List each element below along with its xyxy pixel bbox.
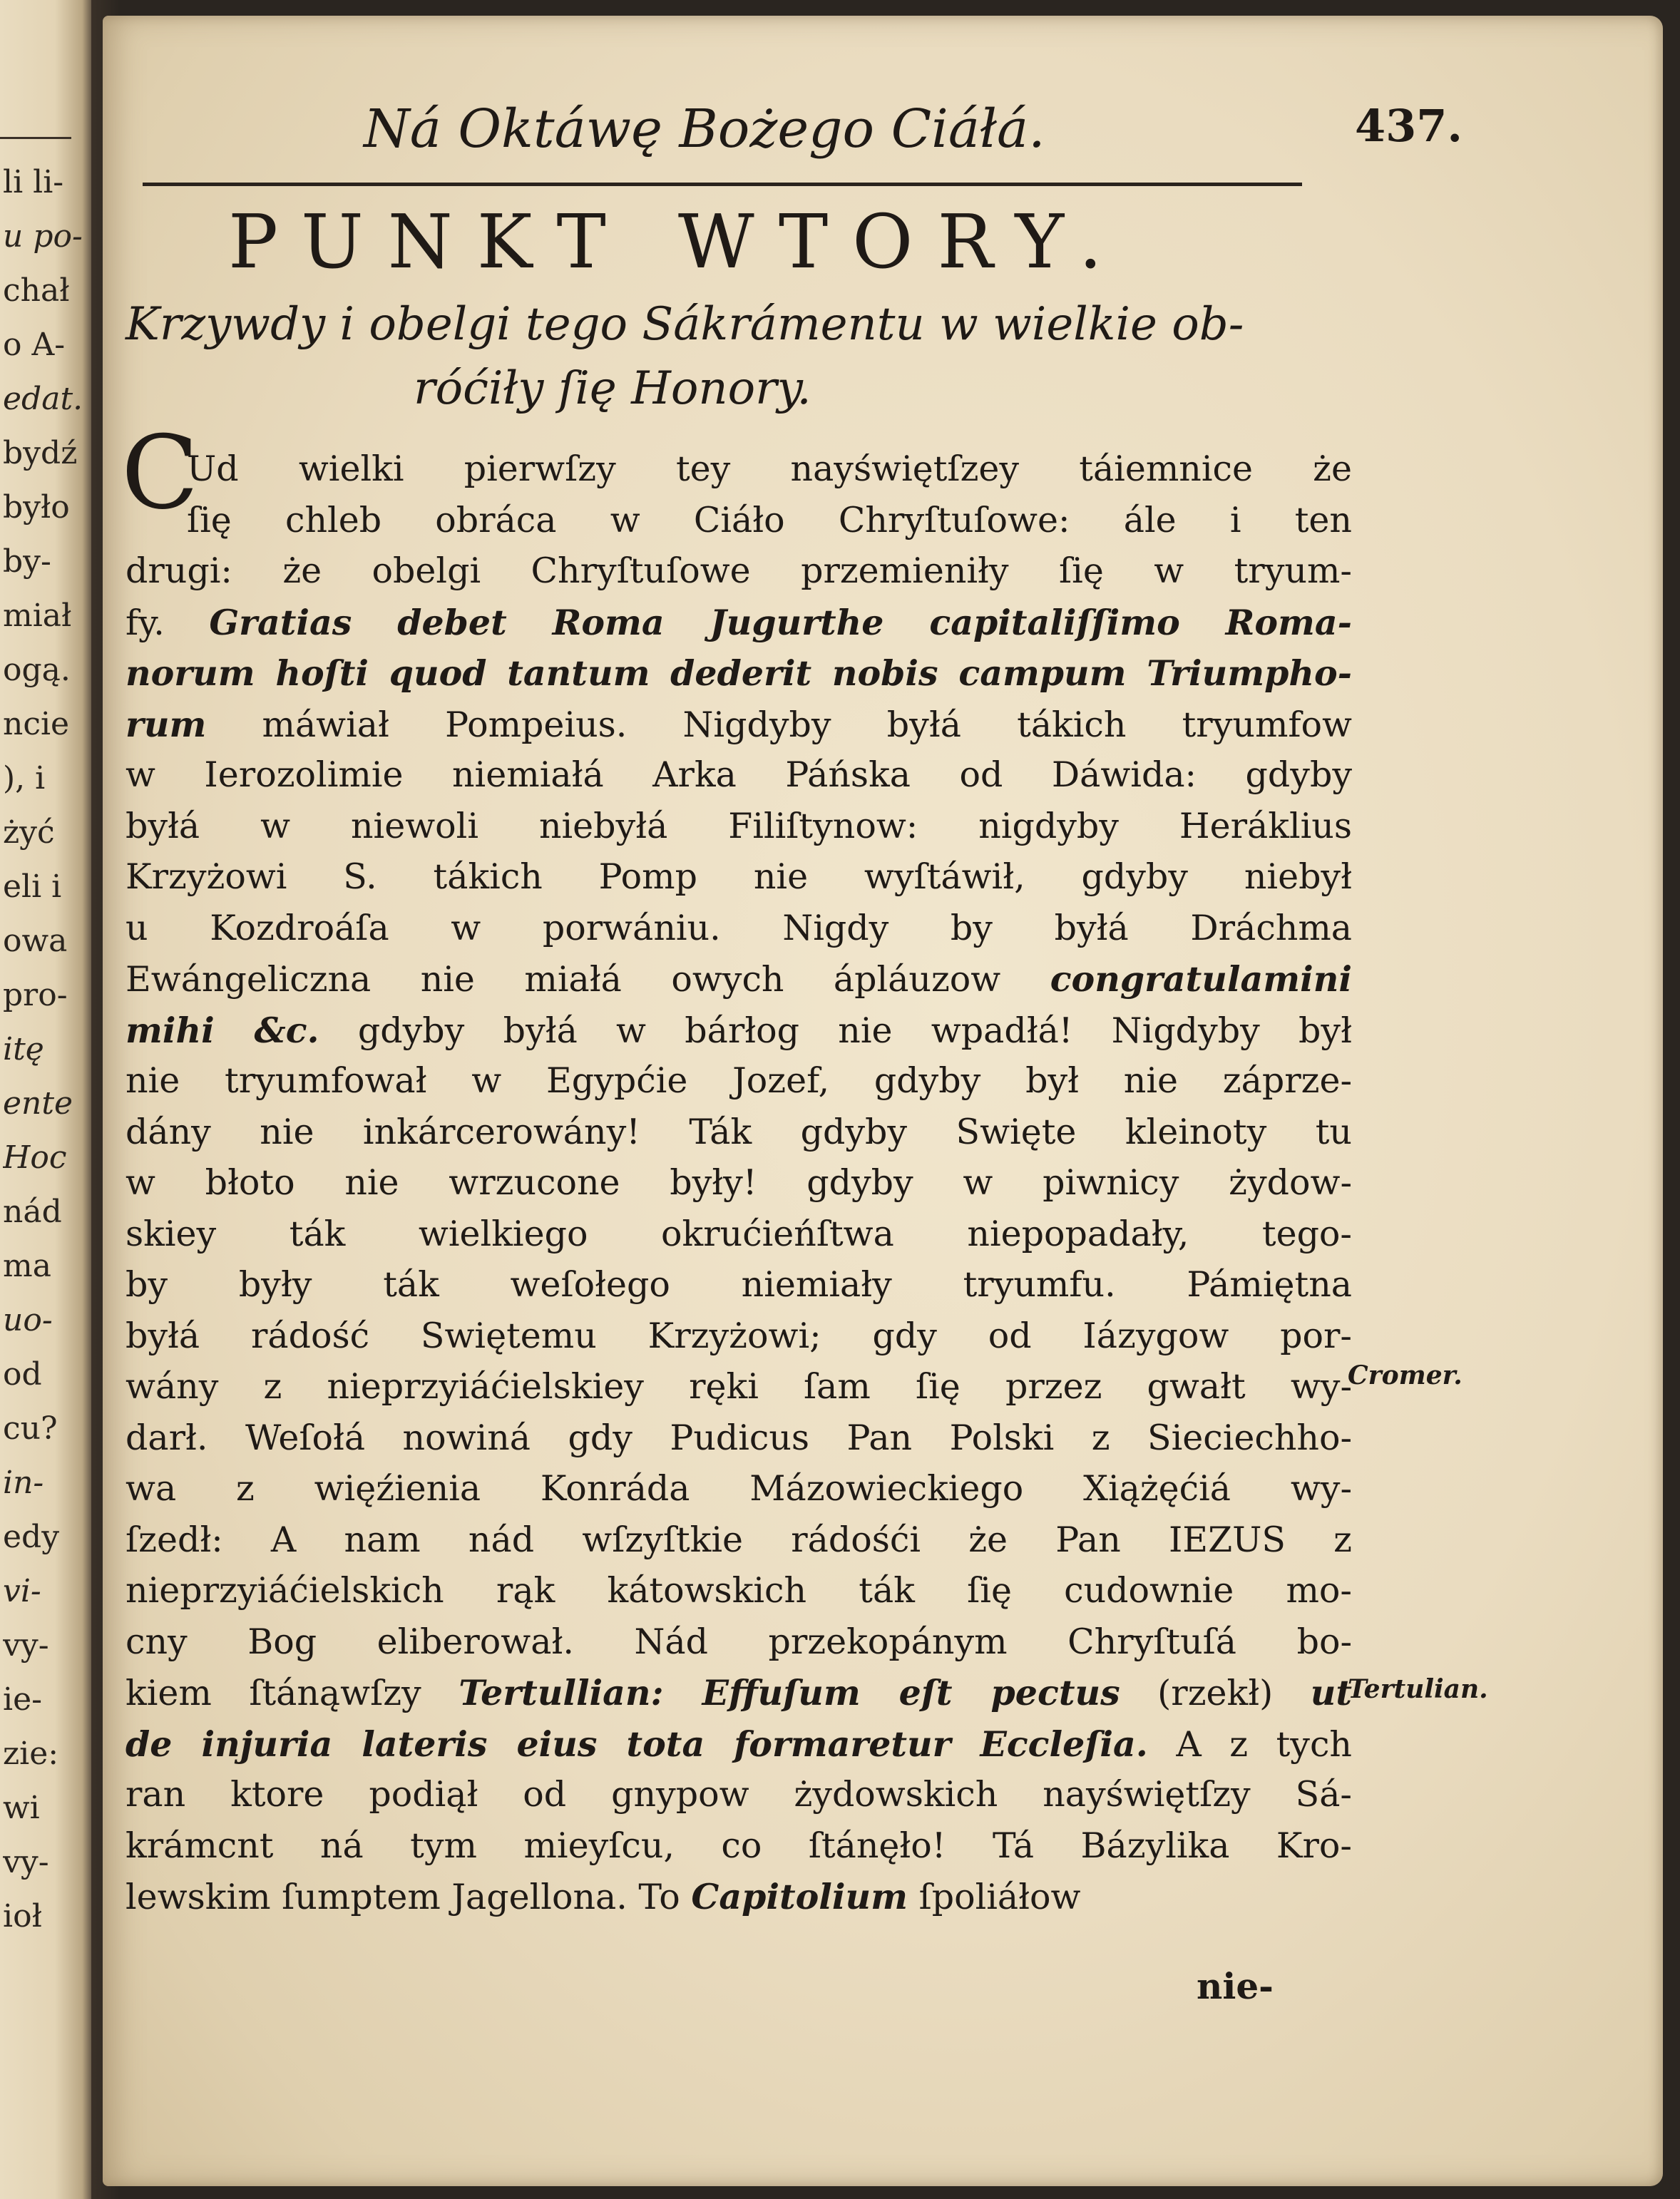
facing-page-line: edat. [3, 381, 83, 417]
body-text-run: by były ták weſołego niemiały tryumfu. Pámiętna [126, 1264, 1352, 1305]
facing-page-line: vi- [3, 1573, 41, 1609]
latin-quote: Capitolium [691, 1876, 908, 1917]
body-text-run: dány nie inkárcerowány! Ták gdyby Swięte kleinoty tu [126, 1112, 1352, 1152]
body-text-run: krámcnt ná tym mieyſcu, co ſtánęło! Tá Bázylika Kro- [126, 1825, 1352, 1866]
body-text-run: kiem ſtánąwſzy [126, 1673, 459, 1713]
body-line [126, 597, 1352, 648]
facing-page-line: vy- [3, 1844, 49, 1880]
body-line [126, 1820, 1352, 1872]
facing-page-line: by- [3, 543, 51, 580]
facing-page-line: ente [3, 1085, 73, 1122]
body-text-run: darł. Weſołá nowiná gdy Pudicus Pan Polski z Sieciechho- [126, 1418, 1352, 1458]
facing-page-line: ma [3, 1248, 51, 1284]
body-text-run: skiey ták wielkiego okrućieńſtwa niepopadały, tego- [126, 1214, 1352, 1254]
body-line [126, 953, 1352, 1005]
facing-page-line: eli i [3, 868, 62, 905]
facing-page-line: itę [3, 1031, 44, 1067]
body-line [126, 749, 1352, 801]
body-line [126, 1107, 1352, 1158]
body-text-run: ſzedł: A nam nád wſzyſtkie rádośći że Pan IEZUS z [126, 1519, 1352, 1560]
facing-page-line: Hoc [3, 1139, 67, 1176]
latin-quote: congratulamini [1050, 958, 1352, 1000]
facing-page-line: bydź [3, 435, 78, 471]
body-text-run: byłá w niewoli niebyłá Filiſtynow: nigdyby Heráklius [126, 806, 1352, 846]
body-line [126, 1667, 1352, 1718]
body-line [126, 851, 1352, 903]
facing-page-line: vy- [3, 1627, 49, 1664]
body-text-run: wány z nieprzyiáćielskiey ręki ſam ſię przez gwałt wy- [126, 1366, 1352, 1407]
latin-quote: de injuria lateris eius tota formaretur Eccleſia. [126, 1723, 1148, 1765]
latin-quote: Gratias debet Roma Jugurthe capitaliſſimo Roma- [209, 602, 1352, 643]
facing-page-line: ioł [3, 1898, 42, 1934]
body-text-run: wa z więźienia Konráda Mázowieckiego Xiążęćiá wy- [126, 1468, 1352, 1509]
body-text-run: Ewángeliczna nie miałá owych ápláuzow [126, 959, 1050, 1000]
body-line [126, 1209, 1352, 1260]
facing-page-line: o A- [3, 327, 66, 363]
body-line [126, 1718, 1352, 1770]
body-line [126, 1413, 1352, 1464]
body-text-run: w błoto nie wrzucone były! gdyby w piwnicy żydow- [126, 1162, 1352, 1203]
header-rule [143, 183, 1302, 186]
facing-page-edge [0, 0, 91, 2199]
facing-page-line: li li- [3, 164, 64, 200]
running-head: Ná Oktáwę Bożego Ciáłá. [364, 98, 1045, 160]
body-line [126, 1871, 1352, 1922]
margin-note-tertulian: Tertulian. [1348, 1674, 1488, 1704]
body-line [126, 699, 1352, 750]
latin-quote: mihi &c. [126, 1010, 319, 1051]
facing-page-line: ), i [3, 760, 46, 796]
body-line [126, 1055, 1352, 1107]
latin-quote: Tertullian: Effuſum eſt pectus [459, 1672, 1120, 1713]
body-text-run: ran ktore podiął od gnypow żydowskich nayświętſzy Sá- [126, 1774, 1352, 1815]
body-text-run: A z tych [1147, 1724, 1352, 1765]
body-line [126, 1311, 1352, 1362]
body-line [126, 1361, 1352, 1413]
body-line [126, 903, 1352, 954]
body-line [126, 647, 1352, 699]
section-subtitle-line-1: Krzywdy i obelgi tego Sákrámentu w wielkie ob- [126, 298, 1244, 351]
body-line [126, 1565, 1352, 1616]
body-line [126, 545, 1352, 597]
facing-page-line: uo- [3, 1302, 53, 1338]
body-line [126, 801, 1352, 852]
body-text-run: w Ierozolimie niemiałá Arka Páńska od Dáwida: gdyby [126, 754, 1352, 795]
catchword: nie- [1197, 1965, 1274, 2007]
body-text-run: fy. [126, 603, 210, 643]
facing-page-line: zie: [3, 1736, 59, 1772]
body-line [126, 1005, 1352, 1056]
facing-page-line: pro- [3, 977, 68, 1013]
facing-page-line: wi [3, 1790, 40, 1826]
facing-page-line: było [3, 489, 70, 526]
body-text-run: máwiał Pompeius. Nigdyby byłá tákich tryumfow [206, 704, 1352, 745]
body-line [126, 1616, 1352, 1668]
body-line [126, 1259, 1352, 1311]
facing-page-line: ncie [3, 706, 70, 742]
body-text-run: nie tryumfował w Egypćie Jozef, gdyby był nie záprze- [126, 1060, 1352, 1101]
body-text-run: ſię chleb obráca w Ciáło Chryſtuſowe: ále i ten [187, 500, 1352, 540]
facing-page-line: u po- [3, 218, 83, 255]
body-text-run: cny Bog eliberował. Nád przekopánym Chryſtuſá bo- [126, 1621, 1352, 1662]
facing-page-line: żyć [3, 814, 55, 851]
latin-quote: rum [126, 704, 207, 745]
latin-quote: norum hoſti quod tantum dederit nobis campum Triumpho- [126, 652, 1352, 694]
facing-page-line: cu? [3, 1410, 58, 1447]
page-number: 437. [1355, 100, 1463, 152]
facing-page-line: ie- [3, 1681, 42, 1718]
body-text-run: (rzekł) [1120, 1673, 1311, 1713]
body-text-run: gdyby byłá w bárłog nie wpadłá! Nigdyby był [319, 1010, 1352, 1051]
latin-quote: ut [1310, 1672, 1352, 1713]
body-text-run: u Kozdroáſa w porwániu. Nigdy by byłá Dráchma [126, 908, 1352, 948]
section-subtitle-line-2: róćiły ſię Honory. [414, 362, 811, 415]
body-line [187, 495, 1352, 546]
body-text-run: Ud wielki pierwſzy tey nayświętſzey táiemnice że [187, 448, 1352, 489]
facing-page-rule [0, 137, 71, 139]
body-text-run: drugi: że obelgi Chryſtuſowe przemieniły ſię w tryum- [126, 550, 1352, 591]
body-text-run: nieprzyiáćielskich rąk kátowskich ták ſię cudownie mo- [126, 1570, 1352, 1611]
facing-page-line: nád [3, 1194, 62, 1230]
body-line [126, 1514, 1352, 1566]
section-title: PUNKT WTORY. [228, 198, 1127, 285]
body-text-run: byłá rádość Swiętemu Krzyżowi; gdy od Iázygow por- [126, 1316, 1352, 1356]
body-text-run: Krzyżowi S. tákich Pomp nie wyſtáwił, gdyby niebył [126, 856, 1352, 897]
body-text-run: ſpoliáłow [908, 1877, 1081, 1917]
margin-note-cromer: Cromer. [1348, 1360, 1463, 1390]
facing-page-line: in- [3, 1465, 44, 1501]
body-text-run: lewskim ſumptem Jagellona. To [126, 1877, 692, 1917]
facing-page-line: od [3, 1356, 42, 1393]
body-line [126, 1463, 1352, 1514]
facing-page-line: miał [3, 598, 72, 634]
body-line [126, 1769, 1352, 1820]
facing-page-line: ogą. [3, 652, 71, 688]
facing-page-line: owa [3, 923, 68, 959]
body-line [126, 1157, 1352, 1209]
facing-page-line: chał [3, 272, 70, 309]
drop-cap: C [121, 414, 199, 532]
facing-page-line: edy [3, 1519, 60, 1555]
